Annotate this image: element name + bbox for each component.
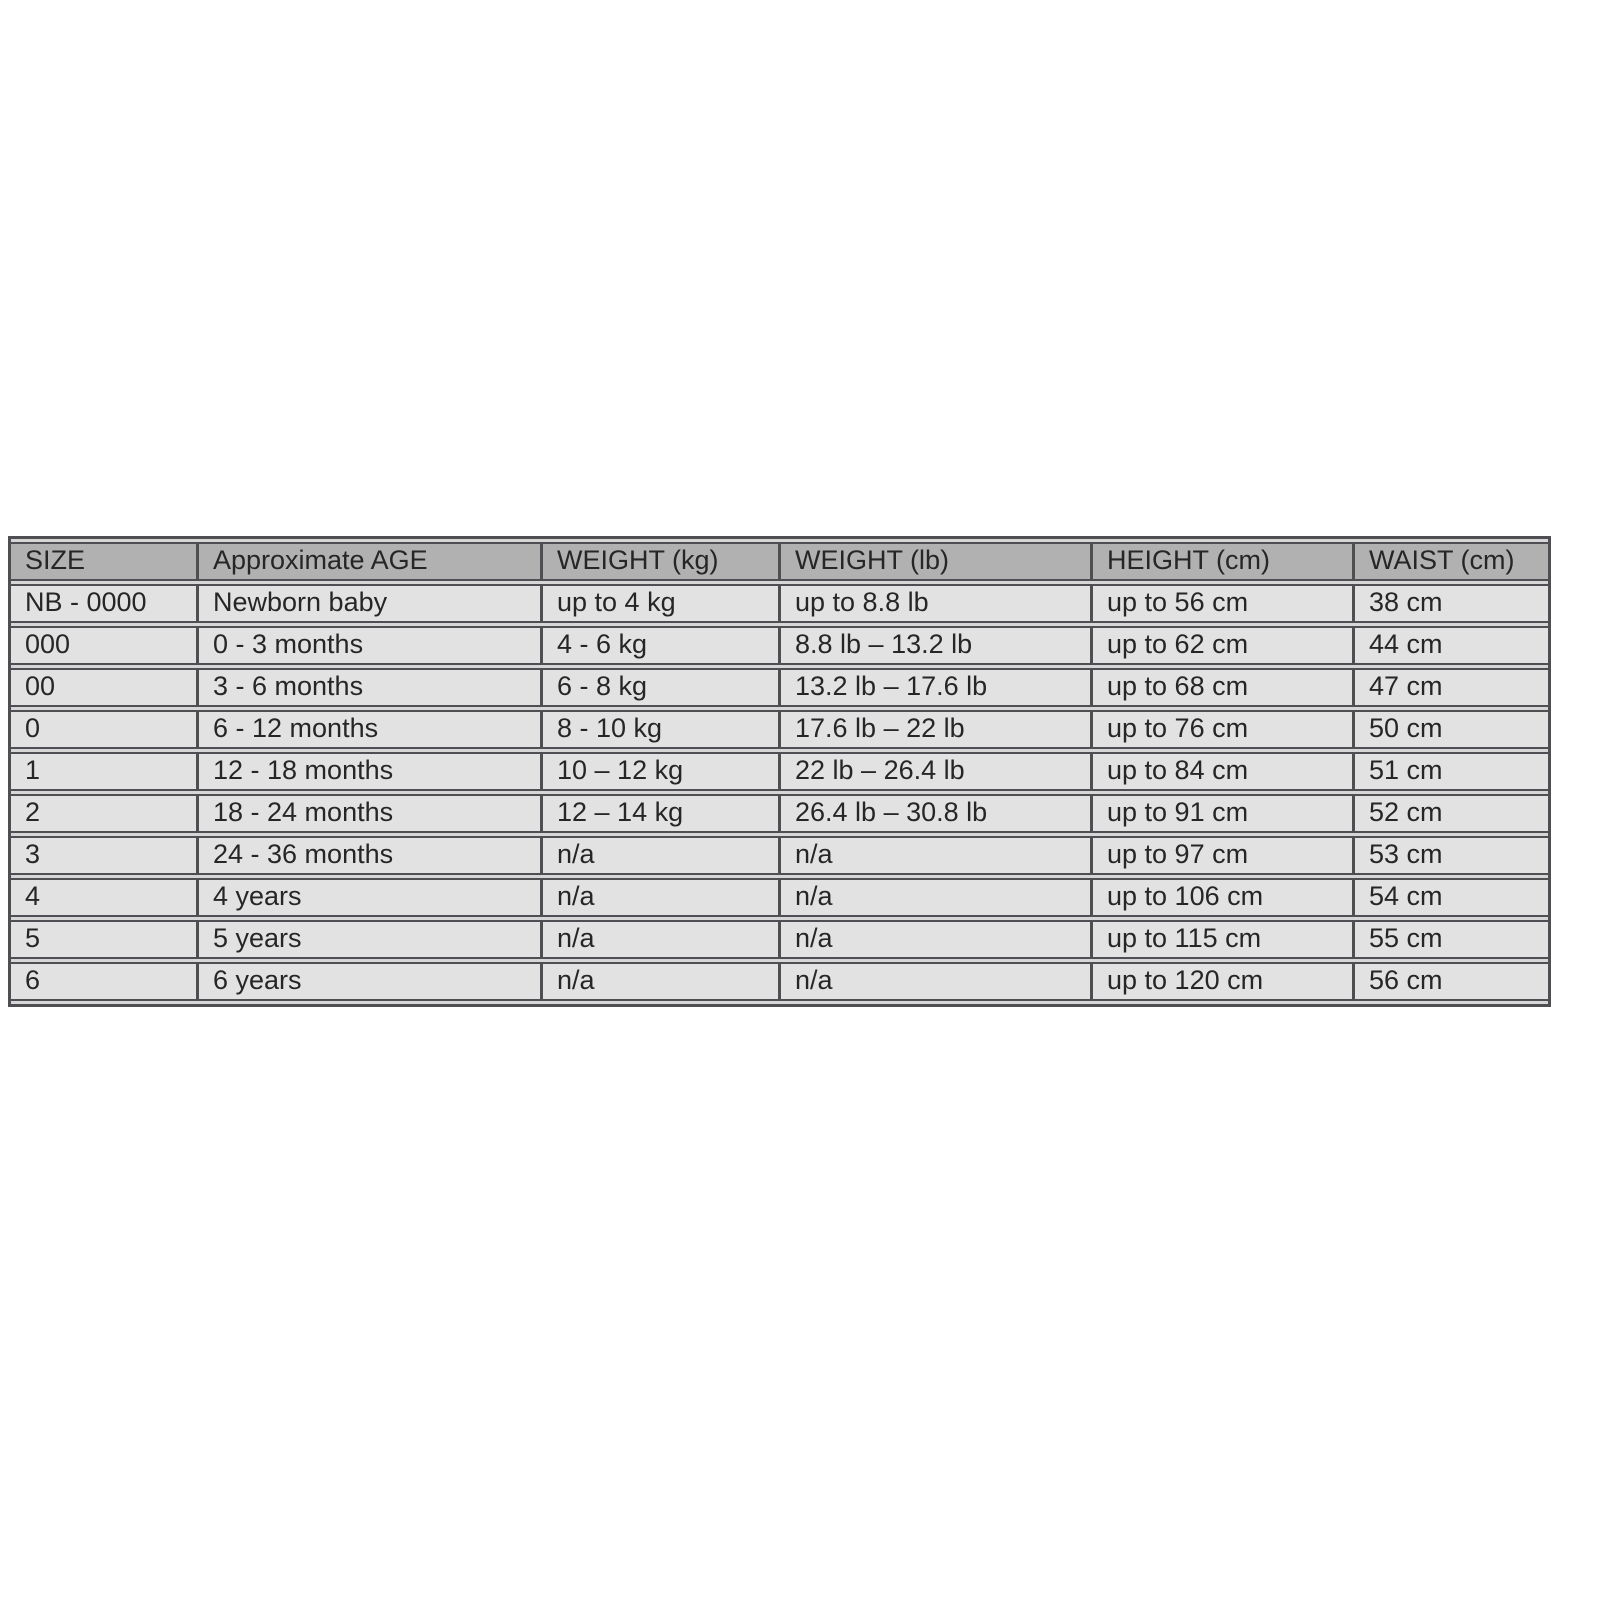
table-cell: 5 bbox=[11, 920, 199, 959]
table-cell: 22 lb – 26.4 lb bbox=[781, 752, 1093, 791]
table-cell: 0 bbox=[11, 710, 199, 749]
table-cell: n/a bbox=[543, 836, 781, 875]
table-row bbox=[11, 668, 1548, 707]
table-cell: 00 bbox=[11, 668, 199, 707]
table-cell: Newborn baby bbox=[199, 584, 543, 623]
table-cell: n/a bbox=[543, 878, 781, 917]
table-cell: n/a bbox=[781, 920, 1093, 959]
table-cell: 50 cm bbox=[1355, 710, 1548, 749]
table-cell: 12 - 18 months bbox=[199, 752, 543, 791]
table-cell: n/a bbox=[543, 962, 781, 1001]
table-cell: 2 bbox=[11, 794, 199, 833]
table-cell: n/a bbox=[781, 878, 1093, 917]
table-cell: n/a bbox=[781, 836, 1093, 875]
table-cell: 5 years bbox=[199, 920, 543, 959]
table-row bbox=[11, 836, 1548, 875]
table-cell: 3 - 6 months bbox=[199, 668, 543, 707]
table-cell: 6 - 8 kg bbox=[543, 668, 781, 707]
table-cell: 000 bbox=[11, 626, 199, 665]
table-cell: up to 68 cm bbox=[1093, 668, 1355, 707]
table-cell: up to 91 cm bbox=[1093, 794, 1355, 833]
table-row bbox=[11, 920, 1548, 959]
table-cell: up to 97 cm bbox=[1093, 836, 1355, 875]
table-row bbox=[11, 962, 1548, 1001]
table-cell: NB - 0000 bbox=[11, 584, 199, 623]
header-cell-4: HEIGHT (cm) bbox=[1093, 542, 1355, 581]
table-cell: 8 - 10 kg bbox=[543, 710, 781, 749]
table-cell: 54 cm bbox=[1355, 878, 1548, 917]
table-cell: 8.8 lb – 13.2 lb bbox=[781, 626, 1093, 665]
table-cell: 4 years bbox=[199, 878, 543, 917]
table-header bbox=[11, 542, 1548, 581]
table-cell: 4 - 6 kg bbox=[543, 626, 781, 665]
table-cell: 6 bbox=[11, 962, 199, 1001]
table-cell: n/a bbox=[543, 920, 781, 959]
table-cell: 17.6 lb – 22 lb bbox=[781, 710, 1093, 749]
table-cell: up to 62 cm bbox=[1093, 626, 1355, 665]
table-row bbox=[11, 794, 1548, 833]
table-body bbox=[11, 584, 1548, 1001]
table-cell: n/a bbox=[781, 962, 1093, 1001]
table-cell: 13.2 lb – 17.6 lb bbox=[781, 668, 1093, 707]
header-cell-3: WEIGHT (lb) bbox=[781, 542, 1093, 581]
table-cell: up to 8.8 lb bbox=[781, 584, 1093, 623]
header-cell-0: SIZE bbox=[11, 542, 199, 581]
table-cell: 38 cm bbox=[1355, 584, 1548, 623]
table-cell: 26.4 lb – 30.8 lb bbox=[781, 794, 1093, 833]
table-cell: 53 cm bbox=[1355, 836, 1548, 875]
table-cell: 18 - 24 months bbox=[199, 794, 543, 833]
table-row bbox=[11, 710, 1548, 749]
table-cell: up to 115 cm bbox=[1093, 920, 1355, 959]
table-cell: 6 - 12 months bbox=[199, 710, 543, 749]
table-cell: 24 - 36 months bbox=[199, 836, 543, 875]
table-row bbox=[11, 626, 1548, 665]
table-cell: up to 120 cm bbox=[1093, 962, 1355, 1001]
table-cell: 4 bbox=[11, 878, 199, 917]
table-row bbox=[11, 584, 1548, 623]
header-cell-5: WAIST (cm) bbox=[1355, 542, 1548, 581]
table-cell: 47 cm bbox=[1355, 668, 1548, 707]
table-cell: 6 years bbox=[199, 962, 543, 1001]
table-cell: 44 cm bbox=[1355, 626, 1548, 665]
table-cell: 1 bbox=[11, 752, 199, 791]
table-cell: up to 4 kg bbox=[543, 584, 781, 623]
table-row bbox=[11, 878, 1548, 917]
header-cell-2: WEIGHT (kg) bbox=[543, 542, 781, 581]
table-cell: 55 cm bbox=[1355, 920, 1548, 959]
size-chart-table bbox=[8, 536, 1551, 1007]
size-chart bbox=[8, 536, 1551, 1007]
table-cell: 52 cm bbox=[1355, 794, 1548, 833]
table-cell: up to 76 cm bbox=[1093, 710, 1355, 749]
table-cell: 51 cm bbox=[1355, 752, 1548, 791]
table-cell: 56 cm bbox=[1355, 962, 1548, 1001]
header-row bbox=[11, 542, 1548, 581]
table-cell: up to 56 cm bbox=[1093, 584, 1355, 623]
table-cell: 0 - 3 months bbox=[199, 626, 543, 665]
table-cell: up to 106 cm bbox=[1093, 878, 1355, 917]
table-cell: 3 bbox=[11, 836, 199, 875]
header-cell-1: Approximate AGE bbox=[199, 542, 543, 581]
table-row bbox=[11, 752, 1548, 791]
table-cell: 10 – 12 kg bbox=[543, 752, 781, 791]
table-cell: up to 84 cm bbox=[1093, 752, 1355, 791]
table-cell: 12 – 14 kg bbox=[543, 794, 781, 833]
